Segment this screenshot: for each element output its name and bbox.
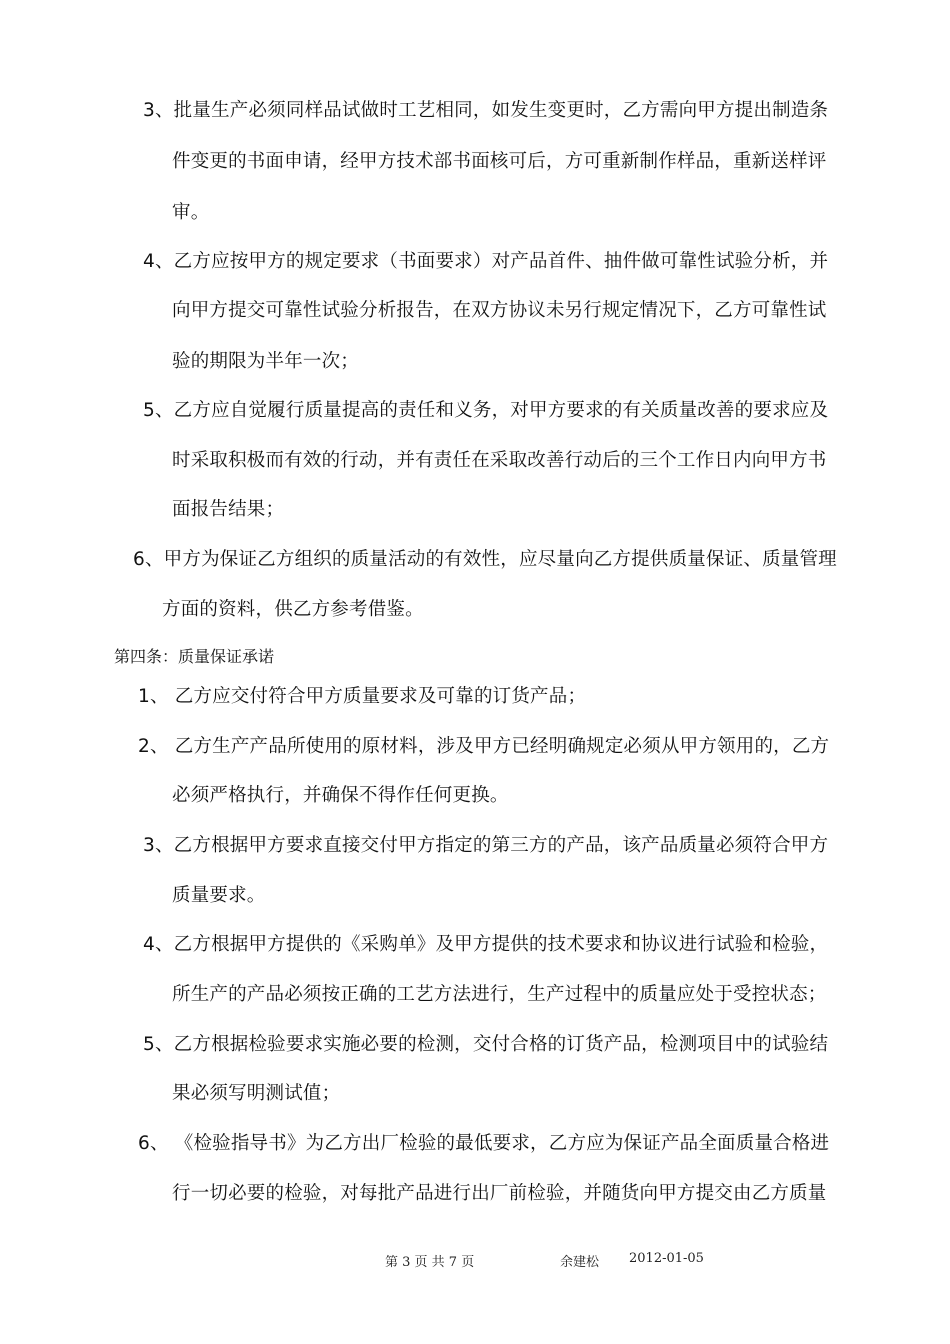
text-line: 向甲方提交可靠性试验分析报告，在双方协议未另行规定情况下，乙方可靠性试: [172, 300, 827, 321]
text-line: 6、甲方为保证乙方组织的质量活动的有效性，应尽量向乙方提供质量保证、质量管理: [133, 549, 837, 570]
text-line: 必须严格执行，并确保不得作任何更换。: [172, 785, 509, 806]
text-line: 方面的资料，供乙方参考借鉴。: [162, 599, 424, 620]
footer-author: 余建松: [560, 1255, 600, 1270]
text-line: 件变更的书面申请，经甲方技术部书面核可后，方可重新制作样品，重新送样评: [172, 151, 827, 172]
text-line: 所生产的产品必须按正确的工艺方法进行，生产过程中的质量应处于受控状态；: [172, 984, 827, 1005]
text-line: 果必须写明测试值；: [172, 1083, 341, 1104]
text-line: 5、乙方根据检验要求实施必要的检测，交付合格的订货产品，检测项目中的试验结: [143, 1034, 829, 1055]
footer-date: 2012-01-05: [629, 1251, 704, 1266]
text-line: 2、 乙方生产产品所使用的原材料，涉及甲方已经明确规定必须从甲方领用的，乙方: [138, 736, 830, 757]
text-line: 时采取积极而有效的行动，并有责任在采取改善行动后的三个工作日内向甲方书: [172, 450, 827, 471]
text-line: 面报告结果；: [172, 499, 285, 520]
page-number: 第 3 页 共 7 页: [385, 1255, 475, 1270]
text-line: 4、乙方应按甲方的规定要求（书面要求）对产品首件、抽件做可靠性试验分析，并: [143, 251, 829, 272]
text-line: 质量要求。: [172, 885, 266, 906]
text-line: 3、乙方根据甲方要求直接交付甲方指定的第三方的产品，该产品质量必须符合甲方: [143, 835, 829, 856]
text-line: 审。: [172, 202, 210, 223]
text-line: 6、 《检验指导书》为乙方出厂检验的最低要求，乙方应为保证产品全面质量合格进: [138, 1133, 830, 1154]
text-line: 1、 乙方应交付符合甲方质量要求及可靠的订货产品；: [138, 686, 587, 707]
text-line: 3、批量生产必须同样品试做时工艺相同，如发生变更时，乙方需向甲方提出制造条: [143, 100, 829, 121]
section-heading: 第四条：质量保证承诺: [114, 647, 275, 666]
text-line: 行一切必要的检验，对每批产品进行出厂前检验，并随货向甲方提交由乙方质量: [172, 1183, 827, 1204]
text-line: 验的期限为半年一次；: [172, 351, 360, 372]
text-line: 5、乙方应自觉履行质量提高的责任和义务，对甲方要求的有关质量改善的要求应及: [143, 400, 829, 421]
text-line: 4、乙方根据甲方提供的《采购单》及甲方提供的技术要求和协议进行试验和检验，: [143, 934, 829, 955]
